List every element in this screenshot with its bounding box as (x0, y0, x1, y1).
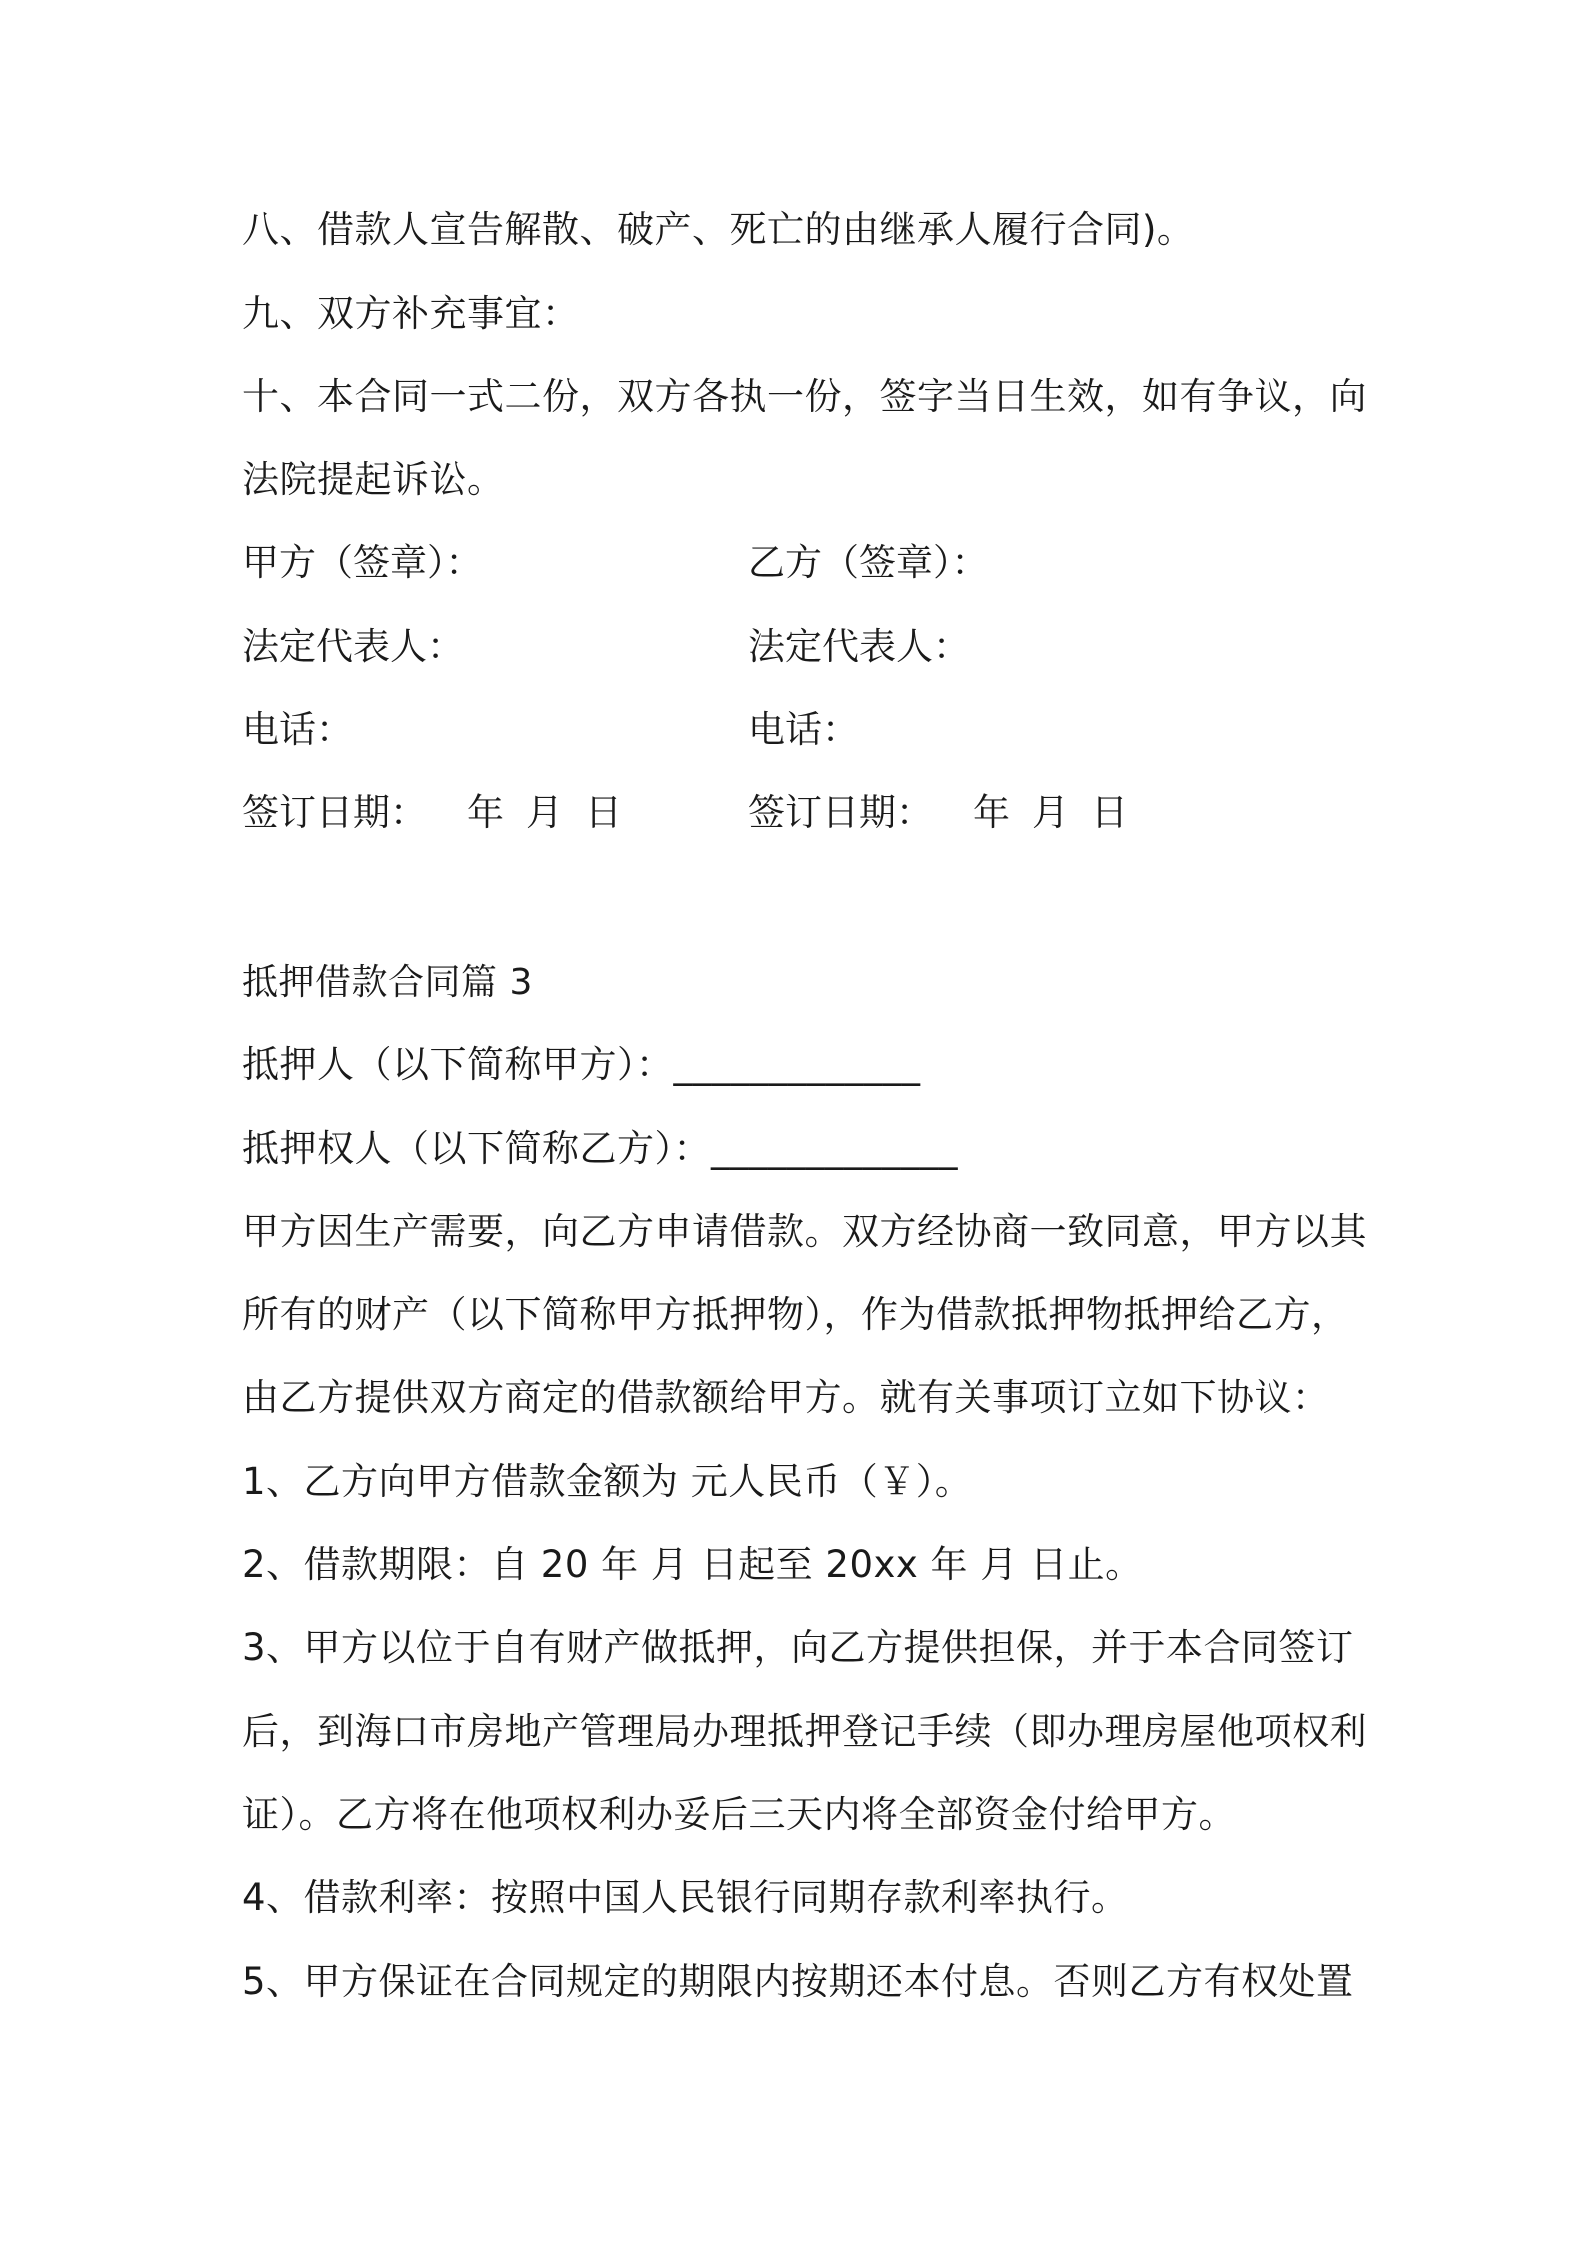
party-a-date (242, 788, 644, 838)
signature-row-phone (242, 705, 1362, 755)
signature-row-seal (242, 538, 1362, 588)
item-2: 2、借款期限：自 20 年 月 日起至 20xx 年 月 日止。 (242, 1543, 1143, 1586)
party-a-representative-label: 法定代表人： (242, 625, 464, 668)
party-a-date-label: 签订日期： (242, 791, 427, 834)
party-a-phone-label: 电话： (242, 708, 353, 751)
clause-8: 八、借款人宣告解散、破产、死亡的由继承人履行合同)。 (242, 208, 1195, 251)
party-a-seal-label: 甲方（签章）： (242, 541, 483, 584)
clause-9: 九、双方补充事宜： (242, 292, 580, 335)
item-1: 1、乙方向甲方借款金额为 元人民币（￥）。 (242, 1460, 973, 1503)
mortgagor-line (242, 1040, 1362, 1090)
mortgagee-blank: _____________ (711, 1127, 958, 1170)
party-a-month: 月 (526, 791, 563, 834)
party-b-date-fields (973, 788, 1150, 838)
mortgagor-blank: _____________ (673, 1043, 921, 1086)
item-3-line-3: 证）。乙方将在他项权利办妥后三天内将全部资金付给甲方。 (242, 1793, 1236, 1836)
party-b-date (748, 788, 1150, 838)
intro-line-3: 由乙方提供双方商定的借款额给甲方。就有关事项订立如下协议： (242, 1376, 1330, 1419)
party-a-date-fields (467, 788, 644, 838)
clause-10-line-1: 十、本合同一式二份，双方各执一份，签字当日生效，如有争议，向 (242, 375, 1367, 418)
party-b-day: 日 (1091, 791, 1128, 834)
signature-row-representative (242, 622, 1362, 672)
mortgagee-line (242, 1124, 1362, 1174)
party-b-year: 年 (973, 791, 1010, 834)
item-3-line-2: 后，到海口市房地产管理局办理抵押登记手续（即办理房屋他项权利 (242, 1710, 1367, 1753)
section-title: 抵押借款合同篇 3 (242, 962, 533, 1003)
mortgagor-label: 抵押人（以下简称甲方）： (242, 1043, 674, 1086)
party-b-representative-label: 法定代表人： (748, 625, 970, 668)
party-a-day: 日 (585, 791, 622, 834)
party-b-phone-label: 电话： (748, 708, 859, 751)
party-b-month: 月 (1032, 791, 1069, 834)
intro-line-2: 所有的财产（以下简称甲方抵押物），作为借款抵押物抵押给乙方， (242, 1293, 1349, 1336)
item-5-line-1: 5、甲方保证在合同规定的期限内按期还本付息。否则乙方有权处置 (242, 1960, 1354, 2003)
item-4: 4、借款利率：按照中国人民银行同期存款利率执行。 (242, 1876, 1129, 1919)
signature-row-date (242, 788, 1362, 838)
item-3-line-1: 3、甲方以位于自有财产做抵押，向乙方提供担保，并于本合同签订 (242, 1626, 1354, 1669)
mortgagee-label: 抵押权人（以下简称乙方）： (242, 1127, 711, 1170)
party-b-seal-label: 乙方（签章）： (748, 541, 989, 584)
party-a-year: 年 (467, 791, 504, 834)
clause-10-line-2: 法院提起诉讼。 (242, 458, 505, 501)
party-b-date-label: 签订日期： (748, 791, 933, 834)
intro-line-1: 甲方因生产需要，向乙方申请借款。双方经协商一致同意，甲方以其 (242, 1210, 1367, 1253)
